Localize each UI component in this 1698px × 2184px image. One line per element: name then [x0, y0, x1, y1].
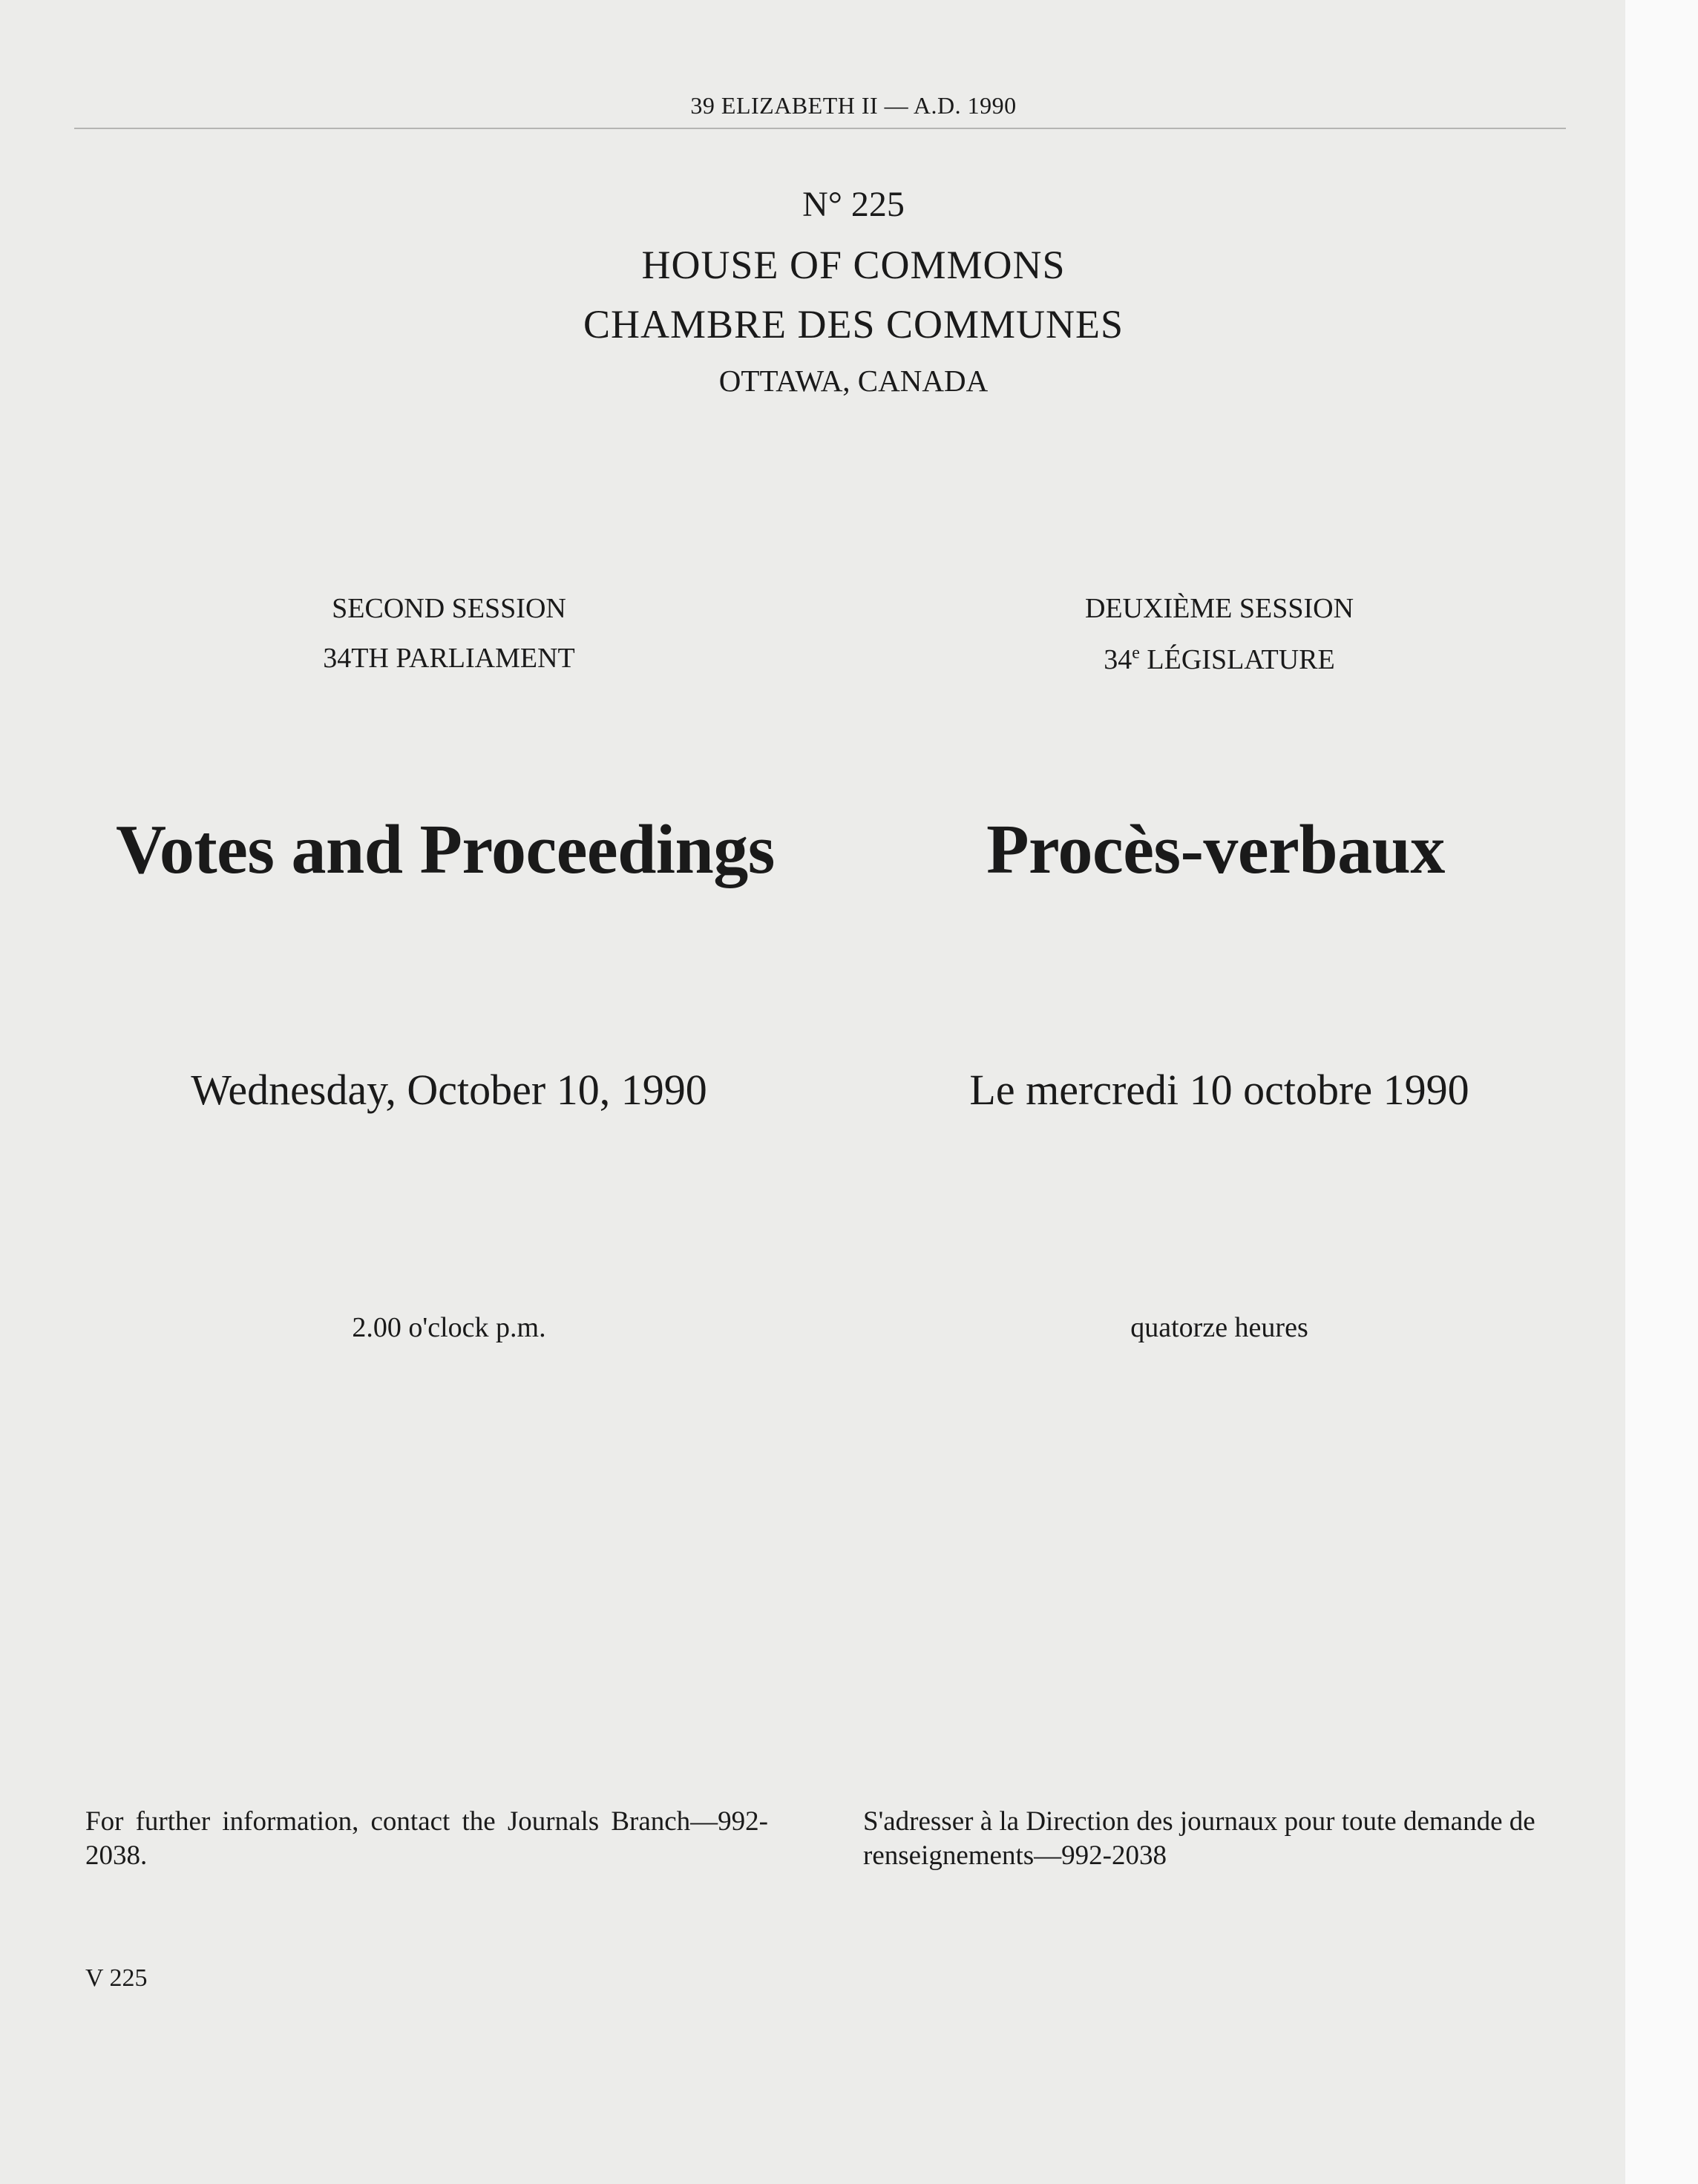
- location: OTTAWA, CANADA: [718, 364, 989, 398]
- house-name-french: CHAMBRE DES COMMUNES: [583, 302, 1124, 347]
- date-english: Wednesday, October 10, 1990: [191, 1066, 707, 1114]
- date-french: Le mercredi 10 octobre 1990: [969, 1066, 1469, 1114]
- contact-note-english: For further information, contact the Journals Branch—992-2038.: [85, 1806, 768, 1872]
- title-english: Votes and Proceedings: [116, 811, 775, 888]
- page-code: V 225: [85, 1964, 148, 1992]
- page-edge: [1625, 0, 1698, 2184]
- session-english: SECOND SESSION: [332, 593, 566, 624]
- parliament-french-word: LÉGISLATURE: [1139, 644, 1335, 675]
- sitting-time-french: quatorze heures: [1130, 1312, 1308, 1343]
- sitting-time-english: 2.00 o'clock p.m.: [352, 1312, 546, 1343]
- parliament-french-number: 34: [1104, 644, 1132, 675]
- parliament-english: 34TH PARLIAMENT: [323, 643, 575, 674]
- contact-note-french: S'adresser à la Direction des journaux pour toute demande de renseignements—992-2038: [863, 1806, 1535, 1872]
- title-french: Procès-verbaux: [986, 811, 1445, 888]
- header-rule: [74, 128, 1566, 129]
- parliament-french: [1104, 644, 1334, 674]
- session-french: DEUXIÈME SESSION: [1084, 593, 1354, 624]
- house-name-english: HOUSE OF COMMONS: [641, 243, 1066, 287]
- regnal-year-header: 39 ELIZABETH II — A.D. 1990: [690, 92, 1017, 119]
- issue-number: N° 225: [802, 185, 905, 224]
- parliament-french-superscript: e: [1132, 643, 1140, 663]
